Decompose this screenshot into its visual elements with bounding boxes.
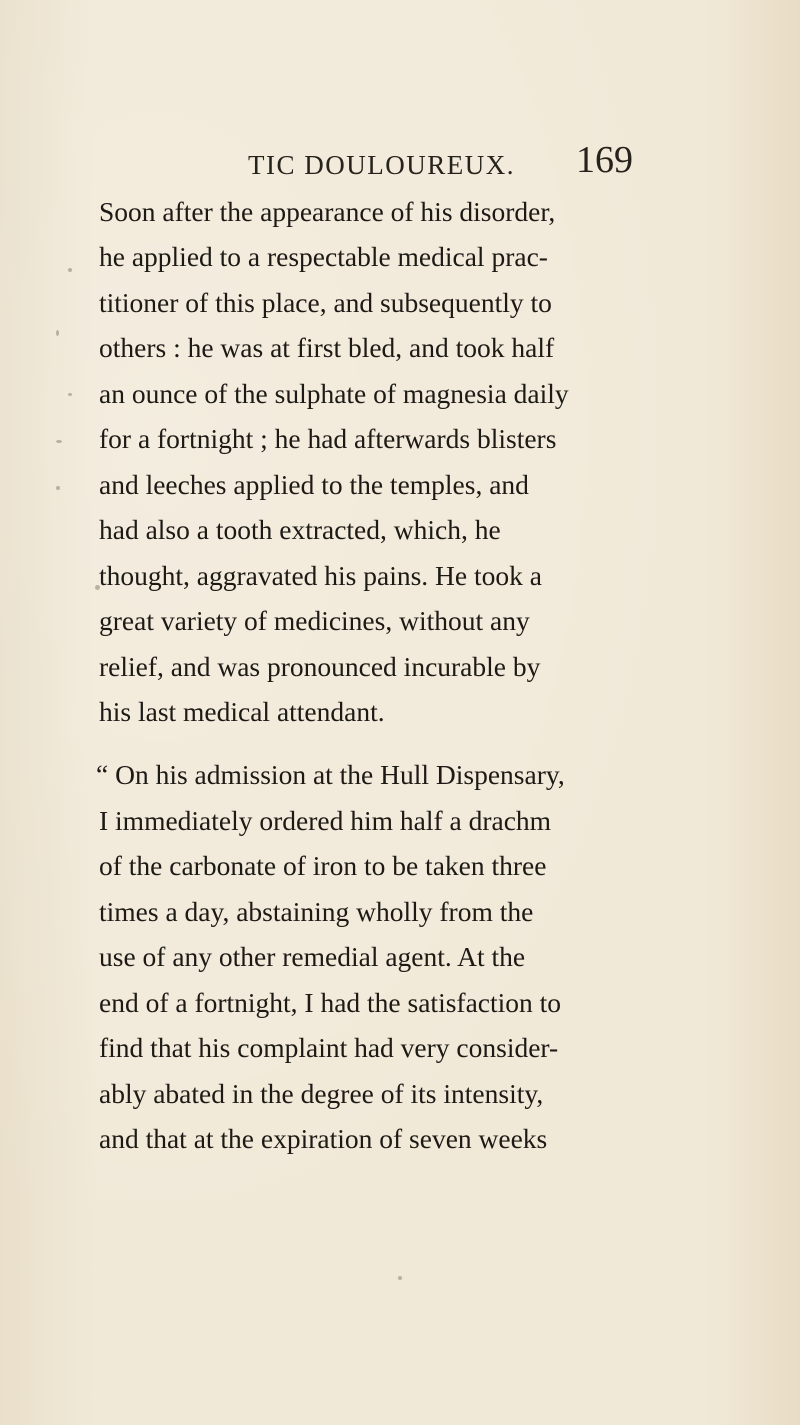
- running-title: TIC DOULOUREUX.: [248, 150, 515, 180]
- text-line: end of a fortnight, I had the satisfaction to: [99, 987, 562, 1018]
- text-line: he applied to a respectable medical prac-: [99, 241, 548, 272]
- text-line: ably abated in the degree of its intensity,: [99, 1078, 544, 1109]
- text-line: had also a tooth extracted, which, he: [99, 514, 501, 545]
- text-line: times a day, abstaining wholly from the: [99, 896, 534, 927]
- text-line: and leeches applied to the temples, and: [99, 469, 529, 500]
- paper-speck: [56, 486, 60, 490]
- text-line: find that his complaint had very consider-: [99, 1032, 559, 1063]
- text-line: Soon after the appearance of his disorder,: [99, 196, 556, 227]
- text-line: others : he was at first bled, and took half: [99, 332, 555, 363]
- paper-speck: [68, 393, 72, 396]
- text-line: I immediately ordered him half a drachm: [99, 805, 552, 836]
- text-line: titioner of this place, and subsequently to: [99, 287, 552, 318]
- text-line: great variety of medicines, without any: [99, 605, 530, 636]
- text-line: of the carbonate of iron to be taken three: [99, 850, 547, 881]
- text-line: “ On his admission at the Hull Dispensary,: [96, 759, 565, 790]
- text-line: an ounce of the sulphate of magnesia daily: [99, 378, 569, 409]
- text-line: his last medical attendant.: [99, 696, 385, 727]
- text-line: use of any other remedial agent. At the: [99, 941, 526, 972]
- page-number: 169: [576, 139, 633, 181]
- page-header: [0, 0, 800, 200]
- text-line: and that at the expiration of seven weeks: [99, 1123, 548, 1154]
- text-line: for a fortnight ; he had afterwards blisters: [99, 423, 557, 454]
- paper-speck: [68, 268, 72, 272]
- paper-speck: [56, 330, 59, 336]
- text-line: thought, aggravated his pains. He took a: [99, 560, 542, 591]
- paper-speck: [56, 440, 62, 443]
- text-line: relief, and was pronounced incurable by: [99, 651, 541, 682]
- paper-speck: [398, 1276, 402, 1280]
- paper-speck: [95, 585, 100, 590]
